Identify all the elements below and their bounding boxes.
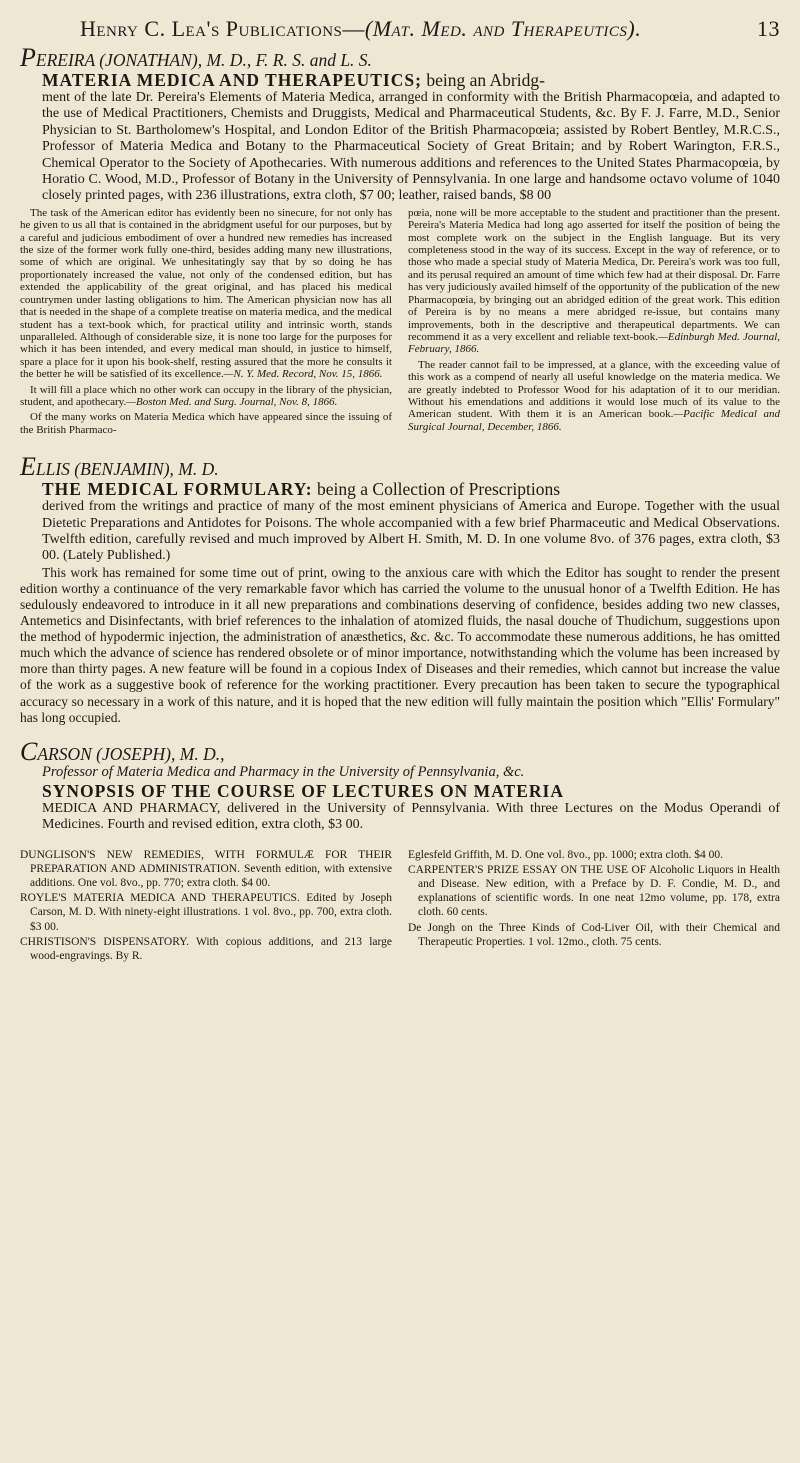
review-columns (20, 207, 780, 439)
author-heading (20, 452, 780, 482)
review-text: The reader cannot fail to be impressed, at a glance, with the exceeding value of this work as a compend of nearly all useful knowledge on the materia medica. We are greatly indebted to Professor Wood for his adaptation of it to our meridian. Without his emendations and additions it would lose much of its value to the American student. With them it is an American book.—Pacific Medical and Surgical Journal, December, 1866. (408, 358, 780, 433)
author-name: ARSON (JOSEPH), M. D., (37, 743, 225, 764)
running-head (20, 10, 780, 44)
author-name: EREIRA (JONATHAN), M. D., F. R. S. and L. S. (35, 50, 372, 70)
listing-item: Eglesfeld Griffith, M. D. One vol. 8vo., pp. 1000; extra cloth. $4 00. (408, 848, 724, 861)
listings-column-right (408, 848, 780, 965)
review-source: —Boston Med. and Surg. Journal, Nov. 8, 1866. (126, 395, 338, 408)
review-column-right (408, 207, 780, 439)
review-text: pœia, none will be more acceptable to the student and practitioner than the present. Pereira's Materia Medica had long ago asserted for itself the position of being the most complete work on the subject in the English language. But its very completeness stood in the way of its success. Except in the way of reference, or to those who made a special study of Materia Medica, Dr. Pereira's work was too full, and its perusal required an amount of time which few had at their disposal. Dr. Farre has very judiciously availed himself of the opportunity of the publication of the new Pharmacopœia, by bringing out an abridged edition of the great work. This edition of Pereira is by no means a mere abridged re-issue, but contains many improvements, both in the descriptive and therapeutical departments. We can recommend it as a very excellent and reliable text-book.—Edinburgh Med. Journal, February, 1866. (408, 206, 780, 356)
listing-item: CHRISTISON'S DISPENSATORY. With copious additions, and 213 large wood-engravings. By R. (20, 935, 392, 962)
listing-item: CARPENTER'S PRIZE ESSAY ON THE USE OF Alcoholic Liquors in Health and Disease. New edition, with a Preface by D. F. Condie, M. D., and explanations of scientific words. In one neat 12mo volume, pp. 178, extra cloth. 60 cents. (408, 863, 780, 919)
review-text: The task of the American editor has evidently been no sinecure, for not only has he given to us all that is contained in the abridgment useful for our purposes, but by a careful and judicious embodiment of over a hundred new remedies has increased the size of the former work fully one-third, besides adding many new illustrations, some of which are original. We unhesitatingly say that by so doing he has proportionately increased the value, not only of the condensed edition, but has extended the applicability of the great original, and has placed his medical countrymen under lasting obligations to him. The American physician now has all that is needed in the shape of a complete treatise on materia medica, and the medical student has a text-book which, for practical utility and intrinsic worth, stands unparalleled. Although of considerable size, it is none too large for the purposes for which it has been intended, and every medical man should, in justice to himself, spare a place for it upon his book-shelf, resting assured that the more he consults it the better he will be satisfied of its excellence.—N. Y. Med. Record, Nov. 15, 1866. (20, 206, 393, 381)
review-source: —N. Y. Med. Record, Nov. 15, 1866. (223, 368, 383, 381)
book-description: ment of the late Dr. Pereira's Elements of Materia Medica, arranged in conformity with the British Pharmacopœia, and adapted to the use of Medical Practitioners, Chemists and Druggists, Medical and Pharmaceutical Students, &c. By F. J. Farre, M.D., Senior Physician to St. Bartholomew's Hospital, and London Editor of the British Pharmacopœia; assisted by Robert Bentley, M.R.C.S., Professor of Materia Medica and Botany to the Pharmaceutical Society of Great Britain; and by Robert Warington, F.R.S., Chemical Operator to the Society of Apothecaries. With numerous additions and references to the United States Pharmacopœia, by Horatio C. Wood, M.D., Professor of Botany in the University of Pennsylvania. In one large and handsome octavo volume of 1040 closely printed pages, with 236 illustrations, extra cloth, $7 00; leather, raised bands, $8 00 (42, 90, 780, 204)
book-listings (20, 848, 780, 965)
drop-initial: E (20, 452, 36, 482)
book-title: SYNOPSIS OF THE COURSE OF LECTURES ON MATERIA (42, 780, 564, 801)
page (20, 10, 780, 964)
drop-initial: P (20, 43, 36, 72)
book-title: MATERIA MEDICA AND THERAPEUTICS; being an Abridg- (42, 70, 545, 90)
review-source: —Edinburgh Med. Journal, February, 1866. (408, 330, 780, 356)
running-head-title: Henry C. Lea's Publications—(Mat. Med. and Therapeutics). (80, 16, 642, 41)
author-heading (20, 43, 780, 72)
listing-item: DUNGLISON'S NEW REMEDIES, WITH FORMULÆ FOR THEIR PREPARATION AND ADMINISTRATION. Seventh edition, with extensive additions. One vol. 8vo., pp. 770; extra cloth. $4 00. (20, 848, 392, 889)
listing-item: De Jongh on the Three Kinds of Cod-Liver Oil, with their Chemical and Therapeutic Properties. 1 vol. 12mo., cloth. 75 cents. (408, 921, 780, 948)
review-text: Of the many works on Materia Medica which have appeared since the issuing of the British Pharmaco- (20, 411, 392, 436)
author-affiliation: Professor of Materia Medica and Pharmacy in the University of Pennsylvania, &c. (42, 763, 525, 780)
book-description: MEDICA AND PHARMACY, delivered in the University of Pennsylvania. With three Lectures on the Modus Operandi of Medicines. Fourth and revised edition, extra cloth, $3 00. (42, 800, 780, 833)
book-description: derived from the writings and practice of many of the most eminent physicians of America and Europe. Together with the usual Dietetic Preparations and Antidotes for Poisons. The whole accompanied with a few brief Pharmaceutic and Medical Observations. Twelfth edition, carefully revised and much improved by Albert H. Smith, M. D. In one volume 8vo. of 376 pages, extra cloth, $3 00. (Lately Published.) (42, 499, 780, 564)
review-source: —Pacific Medical and Surgical Journal, December, 1866. (408, 408, 780, 433)
author-name: LLIS (BENJAMIN), M. D. (35, 459, 219, 480)
listings-column-left (20, 848, 392, 965)
drop-initial: C (20, 736, 38, 766)
page-number: 13 (757, 16, 780, 41)
review-column-left (20, 207, 392, 439)
book-title: THE MEDICAL FORMULARY: being a Collection of Prescriptions (42, 479, 561, 500)
entry-pereira (20, 43, 780, 439)
entry-carson (20, 736, 780, 834)
author-heading (20, 736, 780, 766)
book-notice: This work has remained for some time out of print, owing to the anxious care with which the Editor has sought to render the present edition worthy a continuance of the very remarkable favor which has carried the volume to the unusual honor of a Twelfth Edition. He has sedulously endeavored to introduce in it all new preparations and combinations deserving of confidence, besides adding two new classes, Antemetics and Disinfectants, with brief references to the inhalation of atomized fluids, the nasal douche of Thudichum, suggestions upon the method of hypodermic injection, the administration of anæsthetics, &c. &c. To accommodate these numerous additions, he has omitted much which the advance of science has rendered obsolete or of minor importance, notwithstanding which the volume has been increased by more than thirty pages. A new feature will be found in a copious Index of Diseases and their remedies, which cannot but increase the value of the work as a suggestive book of reference for the working practitioner. Every precaution has been taken to secure the typographical accuracy so necessary in a work of this nature, and it is hoped that the new edition will fully maintain the position which "Ellis' Formulary" has long occupied. (20, 564, 780, 725)
entry-ellis (20, 452, 780, 726)
listing-item: ROYLE'S MATERIA MEDICA AND THERAPEUTICS. Edited by Joseph Carson, M. D. With ninety-eight illustrations. 1 vol. 8vo., pp. 700, extra cloth. $3 00. (20, 892, 392, 933)
review-text: It will fill a place which no other work can occupy in the library of the physician, student, and apothecary.—Boston Med. and Surg. Journal, Nov. 8, 1866. (20, 383, 392, 408)
